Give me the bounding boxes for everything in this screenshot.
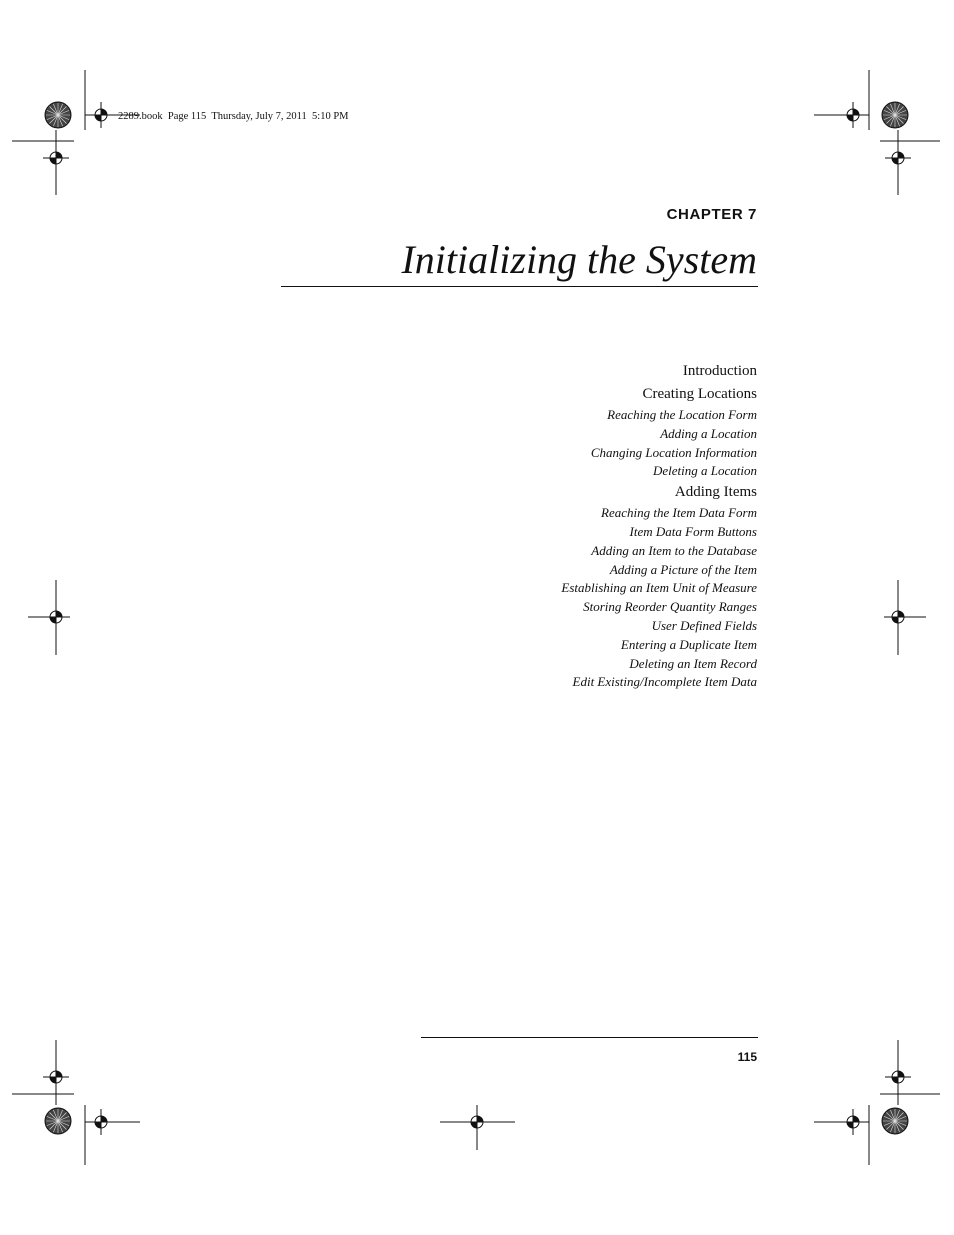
toc-section-adding-items: Adding Items <box>674 484 757 501</box>
footer-rule <box>421 1037 758 1038</box>
toc-subsection: Establishing an Item Unit of Measure <box>561 580 757 596</box>
print-slug-line: 2289.book Page 115 Thursday, July 7, 2011 5:10 PM <box>118 111 349 122</box>
chapter-number: CHAPTER 7 <box>666 206 757 223</box>
starburst-mark-icon <box>882 1108 908 1134</box>
toc-subsection: Item Data Form Buttons <box>629 523 757 539</box>
toc-subsection: Deleting an Item Record <box>629 655 757 671</box>
toc-subsection: Deleting a Location <box>653 463 757 479</box>
toc-subsection: Adding a Location <box>660 425 757 441</box>
starburst-mark-icon <box>45 102 71 128</box>
toc-subsection: Entering a Duplicate Item <box>620 636 757 652</box>
toc-subsection: Reaching the Item Data Form <box>601 505 757 521</box>
starburst-mark-icon <box>45 1108 71 1134</box>
toc-subsection: User Defined Fields <box>651 617 757 633</box>
toc-subsection: Adding a Picture of the Item <box>609 561 757 577</box>
toc-subsection: Storing Reorder Quantity Ranges <box>583 599 757 615</box>
title-rule <box>281 286 758 287</box>
toc-subsection: Changing Location Information <box>590 444 757 460</box>
toc-section-creating-locations: Creating Locations <box>642 386 757 402</box>
toc-subsection: Reaching the Location Form <box>607 407 757 422</box>
chapter-title: Initializing the System <box>401 237 757 282</box>
chapter-contents <box>561 360 757 692</box>
toc-subsection: Adding an Item to the Database <box>591 542 757 558</box>
toc-subsection: Edit Existing/Incomplete Item Data <box>572 674 757 690</box>
toc-section-introduction: Introduction <box>682 363 757 379</box>
page-number: 115 <box>737 1050 757 1064</box>
starburst-mark-icon <box>882 102 908 128</box>
